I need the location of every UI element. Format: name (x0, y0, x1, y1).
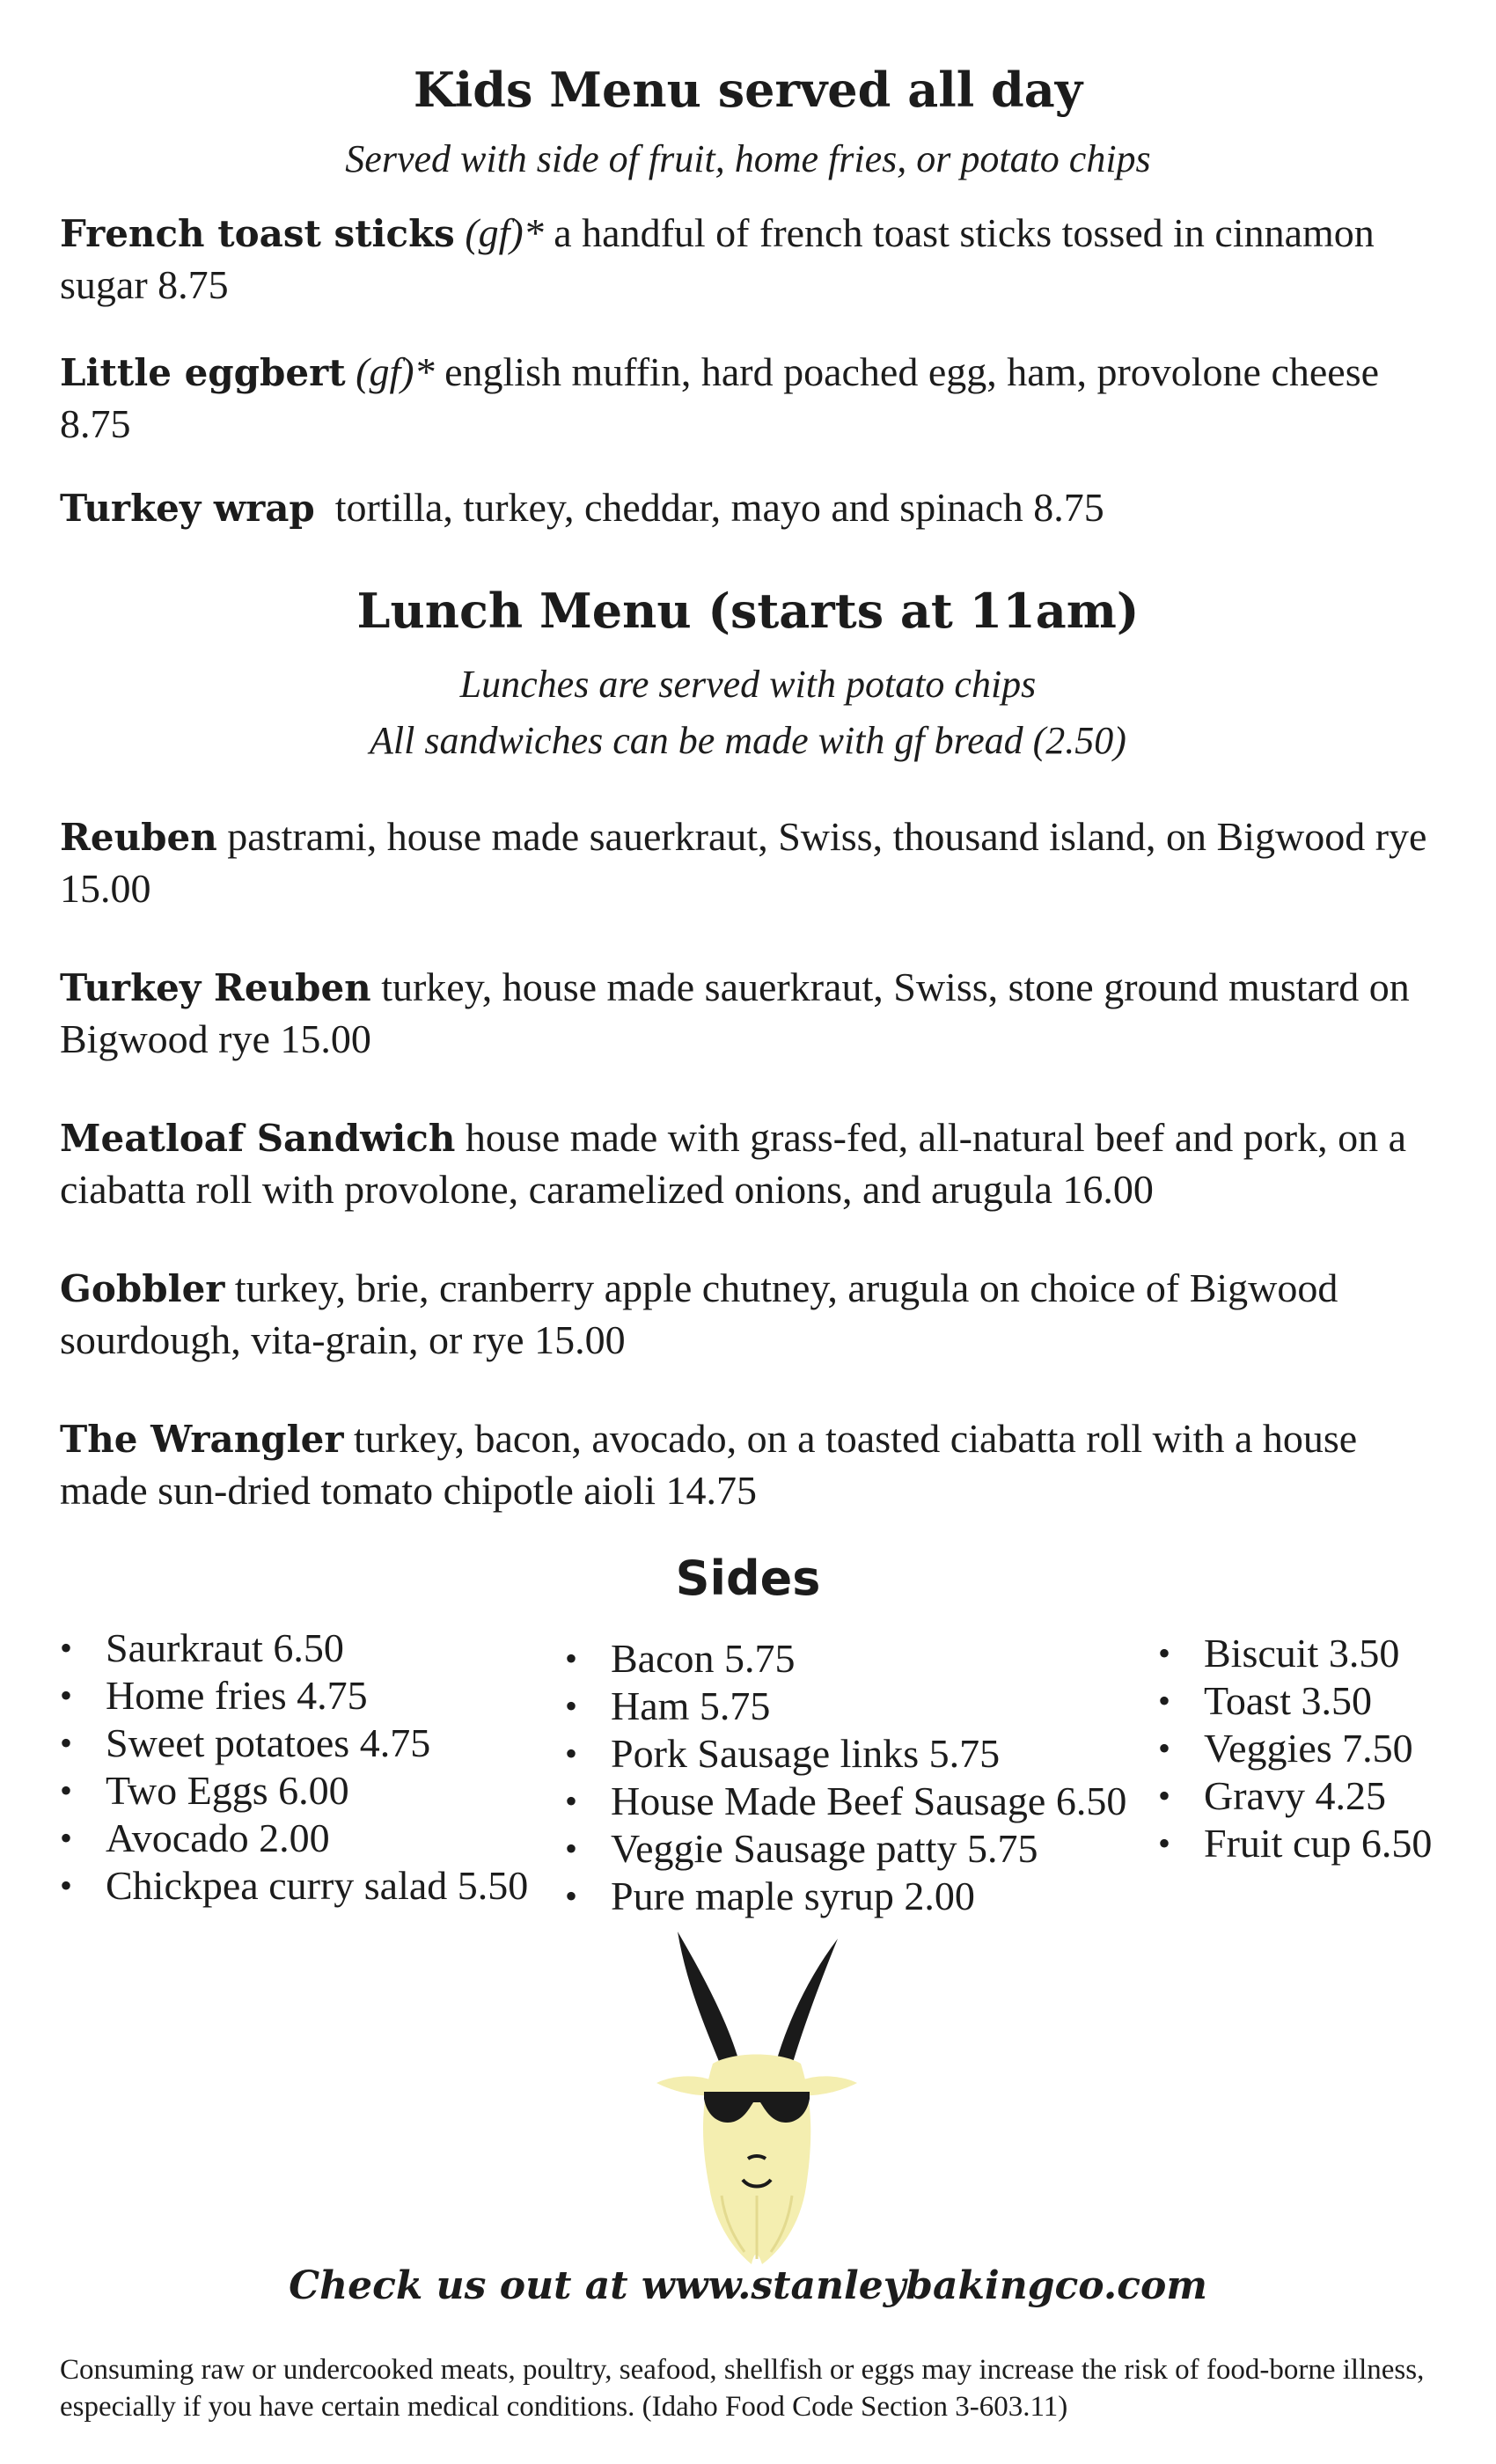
menu-item-turkey-wrap (60, 482, 1450, 534)
item-description: house made with grass-fed, all-natural beef and pork, on a ciabatta roll with provolone, caramelized onions, and arugula 16.00 (60, 1115, 1406, 1212)
list-item: • Bacon 5.75 (565, 1635, 1126, 1683)
item-tag: (gf)* (465, 210, 544, 255)
item-name: Reuben (60, 816, 217, 859)
list-item: • House Made Beef Sausage 6.50 (565, 1778, 1126, 1825)
goat-with-sunglasses-icon (651, 1932, 862, 2266)
item-description: english muffin, hard poached egg, ham, provolone cheese 8.75 (60, 349, 1380, 446)
lunch-menu-title: Lunch Menu (starts at 11am) (356, 583, 1140, 639)
list-item: • Home fries 4.75 (60, 1672, 528, 1720)
sides-title: Sides (675, 1551, 821, 1606)
item-description: pastrami, house made sauerkraut, Swiss, thousand island, on Bigwood rye 15.00 (60, 814, 1427, 911)
menu-item-the-wrangler (60, 1413, 1450, 1516)
sides-list-col2 (565, 1635, 1126, 1920)
list-item: • Gravy 4.25 (1158, 1772, 1432, 1820)
menu-item-meatloaf-sandwich (60, 1112, 1450, 1215)
item-description: turkey, house made sauerkraut, Swiss, stone ground mustard on Bigwood rye 15.00 (60, 964, 1410, 1061)
item-description: turkey, brie, cranberry apple chutney, arugula on choice of Bigwood sourdough, vita-grain, or rye 15.00 (60, 1265, 1338, 1362)
kids-menu-title: Kids Menu served all day (413, 62, 1083, 118)
list-item: • Veggies 7.50 (1158, 1725, 1432, 1772)
list-item: • Sweet potatoes 4.75 (60, 1720, 528, 1767)
list-item: • Fruit cup 6.50 (1158, 1820, 1432, 1867)
item-name: Turkey Reuben (60, 966, 371, 1009)
menu-item-reuben (60, 811, 1450, 914)
list-item: • Pork Sausage links 5.75 (565, 1730, 1126, 1778)
list-item: • Saurkraut 6.50 (60, 1624, 528, 1672)
item-name: Little eggbert (60, 351, 346, 394)
menu-item-gobbler (60, 1263, 1450, 1366)
food-safety-disclaimer: Consuming raw or undercooked meats, poultry, seafood, shellfish or eggs may increase the risk of food-borne illness, especially if you have certain medical conditions. (Idaho Food Code Section 3-603.11) (60, 2354, 1425, 2423)
item-name: Meatloaf Sandwich (60, 1117, 456, 1160)
sides-list-col1 (60, 1624, 528, 1910)
kids-menu-subtitle: Served with side of fruit, home fries, or potato chips (345, 137, 1151, 180)
item-name: Turkey wrap (60, 487, 315, 530)
lunch-menu-subtitle-1: Lunches are served with potato chips (459, 663, 1037, 706)
list-item: • Veggie Sausage patty 5.75 (565, 1825, 1126, 1873)
item-name: French toast sticks (60, 212, 455, 255)
website-link[interactable]: Check us out at www.stanleybakingco.com (289, 2263, 1207, 2308)
list-item: • Pure maple syrup 2.00 (565, 1873, 1126, 1920)
item-description: turkey, bacon, avocado, on a toasted ciabatta roll with a house made sun-dried tomato chipotle aioli 14.75 (60, 1416, 1358, 1513)
sides-list-col3 (1158, 1630, 1432, 1867)
list-item: • Avocado 2.00 (60, 1815, 528, 1862)
menu-item-french-toast-sticks (60, 208, 1450, 311)
list-item: • Two Eggs 6.00 (60, 1767, 528, 1815)
menu-item-turkey-reuben (60, 962, 1450, 1065)
list-item: • Chickpea curry salad 5.50 (60, 1862, 528, 1910)
list-item: • Biscuit 3.50 (1158, 1630, 1432, 1677)
item-name: The Wrangler (60, 1418, 344, 1461)
item-tag: (gf)* (356, 349, 435, 394)
lunch-menu-subtitle-2: All sandwiches can be made with gf bread (2.50) (370, 719, 1126, 762)
item-description: tortilla, turkey, cheddar, mayo and spinach 8.75 (334, 485, 1104, 530)
list-item: • Toast 3.50 (1158, 1677, 1432, 1725)
menu-item-little-eggbert (60, 347, 1450, 450)
item-description: a handful of french toast sticks tossed in cinnamon sugar 8.75 (60, 210, 1375, 307)
item-name: Gobbler (60, 1267, 225, 1310)
list-item: • Ham 5.75 (565, 1683, 1126, 1730)
